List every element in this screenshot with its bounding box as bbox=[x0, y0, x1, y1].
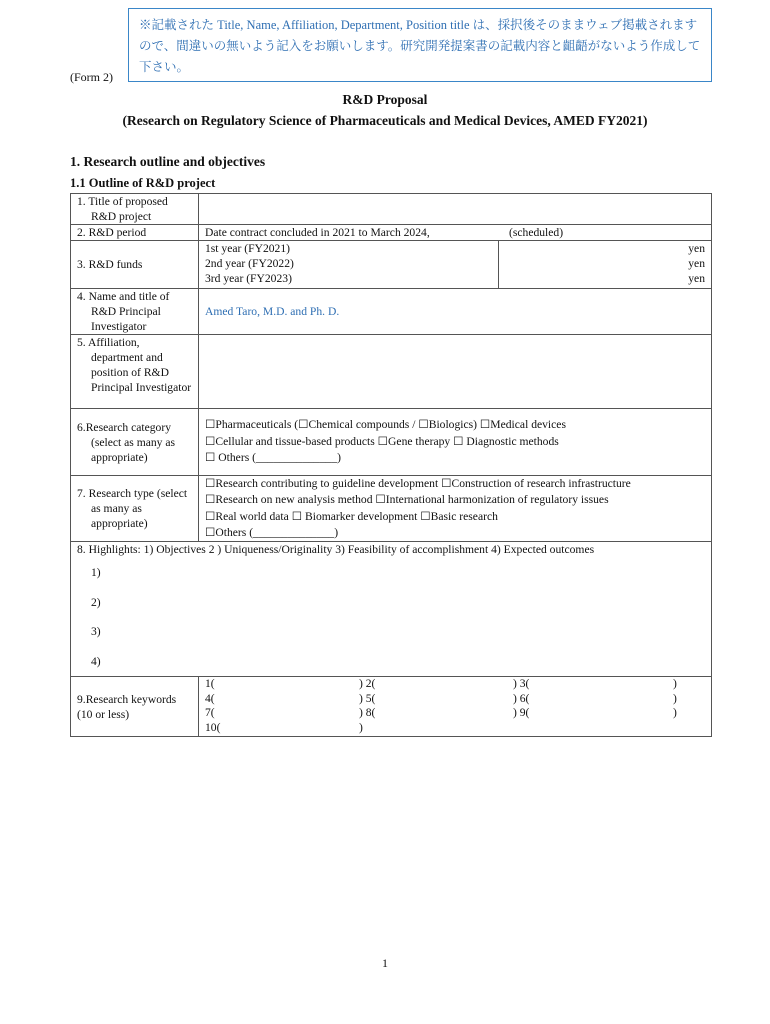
research-type-line-4[interactable]: ☐Others (______________) bbox=[205, 525, 339, 539]
research-type-label: 7. Research type (select as many as appropriate) bbox=[77, 487, 188, 531]
keyword-slot-close: ) bbox=[673, 706, 677, 720]
keyword-slot[interactable]: ) 3( bbox=[513, 677, 530, 691]
keyword-slot[interactable]: ) 2( bbox=[359, 677, 376, 691]
affiliation-input[interactable] bbox=[199, 335, 712, 409]
category-label: 6.Research category (select as many as appropriate) bbox=[77, 420, 176, 464]
category-line-1[interactable]: ☐Pharmaceuticals (☐Chemical compounds / ☐Biologics) ☐Medical devices bbox=[205, 418, 566, 432]
pi-input[interactable] bbox=[199, 289, 712, 335]
keywords-row bbox=[71, 677, 712, 737]
category-options bbox=[199, 409, 712, 476]
document-title: R&D Proposal bbox=[342, 92, 428, 107]
funds-year-2: 2nd year (FY2022) bbox=[205, 257, 294, 270]
research-type-options bbox=[199, 476, 712, 542]
funds-amount-input[interactable] bbox=[499, 241, 712, 289]
keywords-input[interactable] bbox=[199, 677, 712, 737]
category-line-2[interactable]: ☐Cellular and tissue-based products ☐Gene therapy ☐ Diagnostic methods bbox=[205, 434, 559, 448]
web-publication-notice: ※記載された Title, Name, Affiliation, Department, Position title は、採択後そのままウェブ掲載されますので、間違いの無いよう記入をお願いします。研究開発提案書の記載内容と齟齬がないよう作成して下さい。 bbox=[128, 8, 712, 82]
research-type-line-1[interactable]: ☐Research contributing to guideline development ☐Construction of research infrastructure bbox=[205, 477, 631, 490]
highlight-item-4: 4) bbox=[91, 654, 101, 668]
section-heading: 1. Research outline and objectives bbox=[70, 154, 266, 169]
research-type-line-3[interactable]: ☐Real world data ☐ Biomarker development ☐Basic research bbox=[205, 509, 498, 523]
highlights-label: 8. Highlights: 1) Objectives 2 ) Uniqueness/Originality 3) Feasibility of accomplishment 4) Expected outcomes bbox=[77, 543, 595, 557]
pi-row bbox=[71, 289, 712, 335]
proposal-form-table bbox=[70, 193, 712, 737]
period-row bbox=[71, 225, 712, 241]
category-line-3[interactable]: ☐ Others (______________) bbox=[205, 451, 341, 465]
keyword-slot-close: ) bbox=[359, 720, 363, 734]
funds-unit-2: yen bbox=[688, 257, 705, 270]
keyword-slot[interactable]: 4( bbox=[205, 691, 215, 705]
highlight-item-2: 2) bbox=[91, 595, 101, 609]
period-value: Date contract concluded in 2021 to March 2024, bbox=[205, 226, 430, 239]
keywords-line-2 bbox=[205, 692, 705, 707]
keywords-line-1 bbox=[205, 677, 705, 692]
research-type-row bbox=[71, 476, 712, 542]
keywords-label: 9.Research keywords (10 or less) bbox=[77, 692, 177, 721]
keyword-slot[interactable]: ) 9( bbox=[513, 706, 530, 720]
highlight-item-1: 1) bbox=[91, 566, 101, 580]
form-label: (Form 2) bbox=[70, 70, 113, 84]
category-row bbox=[71, 409, 712, 476]
highlight-item-3: 3) bbox=[91, 625, 101, 639]
pi-label: 4. Name and title of R&D Principal Investigator bbox=[77, 290, 170, 333]
highlights-input[interactable] bbox=[71, 542, 712, 677]
affiliation-row bbox=[71, 335, 712, 409]
funds-year-3: 3rd year (FY2023) bbox=[205, 272, 292, 285]
subsection-heading: 1.1 Outline of R&D project bbox=[70, 176, 216, 190]
keyword-slot[interactable]: ) 5( bbox=[359, 691, 376, 705]
period-input[interactable] bbox=[199, 225, 712, 241]
keyword-slot[interactable]: 1( bbox=[205, 677, 215, 691]
highlights-row bbox=[71, 542, 712, 677]
keyword-slot-close: ) bbox=[673, 691, 677, 705]
research-type-line-2[interactable]: ☐Research on new analysis method ☐International harmonization of regulatory issues bbox=[205, 493, 609, 507]
funds-row bbox=[71, 241, 712, 289]
keyword-slot-close: ) bbox=[673, 677, 677, 691]
title-input[interactable] bbox=[199, 194, 712, 225]
period-note: (scheduled) bbox=[509, 226, 564, 239]
pi-value: Amed Taro, M.D. and Ph. D. bbox=[205, 305, 340, 318]
affiliation-label: 5. Affiliation, department and position of R&D Principal Investigator bbox=[77, 336, 192, 394]
keyword-slot[interactable]: 10( bbox=[205, 720, 221, 734]
funds-label: 3. R&D funds bbox=[77, 258, 143, 271]
keyword-slot[interactable]: ) 6( bbox=[513, 691, 530, 705]
keywords-line-3 bbox=[205, 706, 705, 721]
title-label: 1. Title of proposed R&D project bbox=[77, 195, 168, 223]
funds-unit-3: yen bbox=[688, 272, 705, 285]
funds-years-cell bbox=[199, 241, 499, 289]
keyword-slot[interactable]: ) 8( bbox=[359, 706, 376, 720]
page-number: 1 bbox=[382, 956, 388, 970]
funds-unit-1: yen bbox=[688, 242, 705, 255]
document-subtitle: (Research on Regulatory Science of Pharmaceuticals and Medical Devices, AMED FY2021) bbox=[122, 113, 648, 128]
keyword-slot[interactable]: 7( bbox=[205, 706, 215, 720]
keywords-line-4 bbox=[205, 721, 705, 736]
funds-year-1: 1st year (FY2021) bbox=[205, 242, 291, 255]
title-row bbox=[71, 194, 712, 225]
period-label: 2. R&D period bbox=[77, 226, 147, 239]
